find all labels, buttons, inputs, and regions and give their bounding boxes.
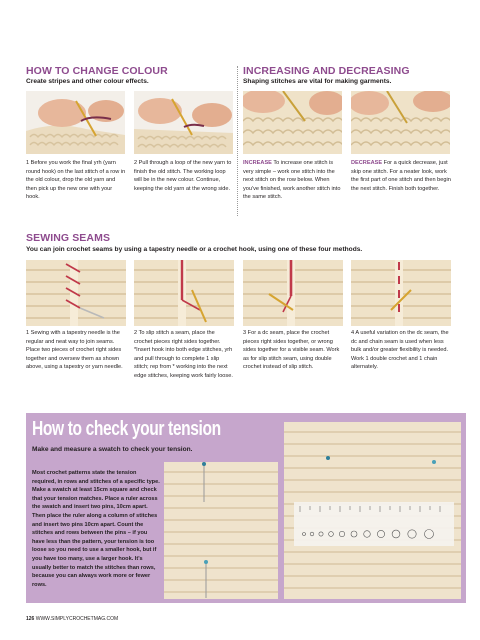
page-number: 126 <box>26 616 35 622</box>
decrease-caption <box>351 159 451 193</box>
colour-caption-2: 2 Pull through a loop of the new yarn to finish the old stitch. The working loop will be in the new colour. Continue, keeping the old yarn at the wrong side. <box>134 160 232 192</box>
tension-body: Most crochet patterns state the tension required, in rows and stitches of a specific type. Make a swatch at least 15cm square and check that your tension matches. Place a ruler across the swatch and insert two pins, 10cm apart. Then place the ruler along a column of stitches and insert two pins 10cm apart. Count the stitches and rows between the pins – if you have less than the pattern, your tension is too loose so you need to use a smaller hook, but if you have too many, use a larger hook. It's usually better to match the stitches than rows, because you can always work more or fewer rows. <box>32 470 160 588</box>
colour-caption-1: 1 Before you work the final yrh (yarn round hook) on the last stitch of a row in the old colour, drop the old yarn and then pick up the new one with your hook. <box>26 160 126 200</box>
seam-photo-1 <box>26 260 126 326</box>
increase-text: To increase one stitch is very simple – work one stitch into the next stitch on the row below. When you've finished, work another stitch into the same stitch. <box>243 160 341 200</box>
decrease-photo <box>351 91 450 154</box>
seam-caption-2: 2 To slip stitch a seam, place the crochet pieces right sides together. *Insert hook into both edge stitches, yrh and pull through to complete 1 slip stitch; rep from * working into the next edge stitches, keeping work fairly loose. <box>134 330 233 379</box>
column-divider <box>237 66 238 216</box>
seam-photo-4 <box>351 260 451 326</box>
seam-photo-2 <box>134 260 234 326</box>
tension-title: How to check your tension <box>32 418 221 440</box>
page-folio <box>26 616 118 622</box>
seam-caption-3: 3 For a dc seam, place the crochet pieces right sides together, or wrong sides together for a visible seam. Work as for slip stitch seam, using double crochet instead of slip stitch. <box>243 330 340 370</box>
increase-photo <box>243 91 342 154</box>
colour-section-title: HOW TO CHANGE COLOUR <box>26 65 168 77</box>
swatch-pins-photo <box>164 462 278 599</box>
seam-caption-4: 4 A useful variation on the dc seam, the dc and chain seam is used when less bulk and/or greater flexibility is needed. Work 1 double crochet and 1 chain alternately. <box>351 330 449 370</box>
colour-step1-photo <box>26 91 125 154</box>
seams-section-title: SEWING SEAMS <box>26 232 111 244</box>
tension-subtitle: Make and measure a swatch to check your tension. <box>32 446 193 453</box>
increase-caption <box>243 159 343 202</box>
increasing-section-title: INCREASING AND DECREASING <box>243 65 410 77</box>
decrease-text: For a quick decrease, just skip one stitch. For a neater look, work the first part of one stitch and then begin the next stitch. Finish both together. <box>351 160 451 192</box>
colour-step2-photo <box>134 91 233 154</box>
decrease-lead: DECREASE <box>351 160 383 166</box>
site-url: WWW.SIMPLYCROCHETMAG.COM <box>35 616 119 622</box>
swatch-ruler-photo <box>284 422 461 599</box>
increase-lead: INCREASE <box>243 160 272 166</box>
seam-caption-1: 1 Sewing with a tapestry needle is the regular and neat way to join seams. Place two pieces of crochet right sides together and oversew them as shown above, using a tapestry or yarn needle. <box>26 330 123 370</box>
increasing-section-subtitle: Shaping stitches are vital for making garments. <box>243 78 392 85</box>
seams-section-subtitle: You can join crochet seams by using a tapestry needle or a crochet hook, using one of these four methods. <box>26 246 363 253</box>
colour-section-subtitle: Create stripes and other colour effects. <box>26 78 149 85</box>
seam-photo-3 <box>243 260 343 326</box>
